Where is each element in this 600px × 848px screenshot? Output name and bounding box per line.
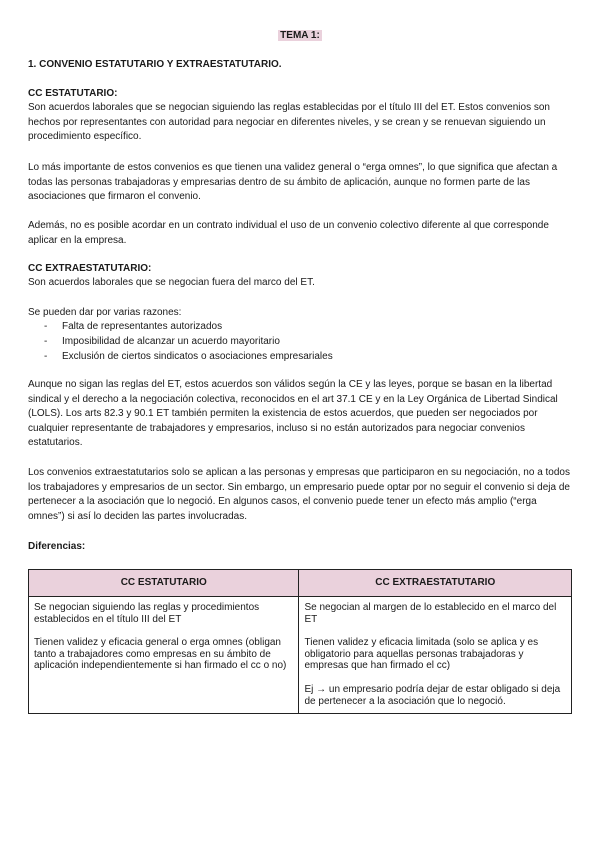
estatutario-paragraph-2: Lo más importante de estos convenios es que tienen una validez general o “erga omnes”, lo que significa que afectan a todas las personas trabajadoras y empresarias dentro de su ámbito de aplicación, aunque no formen parte de las asociaciones que firmaron el convenio. — [28, 162, 558, 203]
reasons-list — [44, 320, 333, 364]
extraestatutario-paragraph-3: Aunque no sigan las reglas del ET, estos acuerdos son válidos según la CE y las leyes, porque se basan en la libertad sindical y el derecho a la negociación colectiva, reconocidos en el art 37.1 CE y en la Ley Orgánica de Libertad Sindical (LOLS). Los arts 82.3 y 90.1 ET también permiten la existencia de estos acuerdos, que pueden ser negociados por cualquier representante de trabajadores y empresarios, incluso si no están autorizados para negociar convenios estatutarios. — [28, 379, 558, 449]
list-item: - Falta de representantes autorizados — [44, 320, 333, 335]
extraestatutario-paragraph-1: Son acuerdos laborales que se negocian fuera del marco del ET. — [28, 277, 315, 288]
list-item: - Exclusión de ciertos sindicatos o asociaciones empresariales — [44, 350, 333, 365]
extraestatutario-cell — [299, 597, 572, 714]
table-header-row — [29, 570, 572, 597]
list-item: - Imposibilidad de alcanzar un acuerdo mayoritario — [44, 335, 333, 350]
column-header-extraestatutario: CC EXTRAESTATUTARIO — [299, 570, 572, 597]
estatutario-paragraph-1: Son acuerdos laborales que se negocian siguiendo las reglas establecidas por el título III del ET. Estos convenios son hechos por representantes con autoridad para negociar en diferentes niveles, y se crean y se renuevan siguiendo un procedimiento específico. — [28, 102, 550, 143]
column-header-estatutario: CC ESTATUTARIO — [29, 570, 299, 597]
cell-text: Tienen validez y eficacia limitada (solo se aplica y es obligatorio para aquellas personas trabajadoras y empresas que han firmado el cc) — [304, 637, 539, 672]
reasons-intro: Se pueden dar por varias razones: — [28, 307, 182, 318]
table-row — [29, 597, 572, 714]
estatutario-paragraph-3: Además, no es posible acordar en un contrato individual el uso de un convenio colectivo diferente al que corresponde aplicar en la empresa. — [28, 220, 549, 246]
extraestatutario-heading: CC EXTRAESTATUTARIO: — [28, 263, 152, 274]
differences-table — [28, 569, 572, 714]
differences-heading: Diferencias: — [28, 541, 86, 552]
cell-text: Se negocian al margen de lo establecido en el marco del ET — [304, 602, 557, 625]
cell-text: Tienen validez y eficacia general o erga omnes (obligan tanto a trabajadores como empresas en su ámbito de aplicación independientemente si han firmado el cc o no) — [34, 637, 287, 672]
extraestatutario-paragraph-4: Los convenios extraestatutarios solo se aplican a las personas y empresas que participaron en su negociación, no a todos los trabajadores y empresarios de un sector. Sin embargo, un empresario puede optar por no seguir el convenio si deja de pertenecer a la asociación que lo negoció. En algunos casos, el convenio puede tener un efecto más amplio (“erga omnes”) si así lo deciden las partes involucradas. — [28, 467, 570, 522]
main-heading: 1. CONVENIO ESTATUTARIO Y EXTRAESTATUTARIO. — [28, 59, 282, 70]
cell-text: Se negocian siguiendo las reglas y procedimientos establecidos en el título III del ET — [34, 602, 260, 625]
page-title-text: TEMA 1: — [280, 30, 320, 41]
estatutario-cell — [29, 597, 299, 714]
cell-text: Ej → un empresario podría dejar de estar obligado si deja de pertenecer a la asociación que lo negoció. — [304, 683, 561, 707]
estatutario-heading: CC ESTATUTARIO: — [28, 88, 118, 99]
page-title — [0, 30, 600, 41]
